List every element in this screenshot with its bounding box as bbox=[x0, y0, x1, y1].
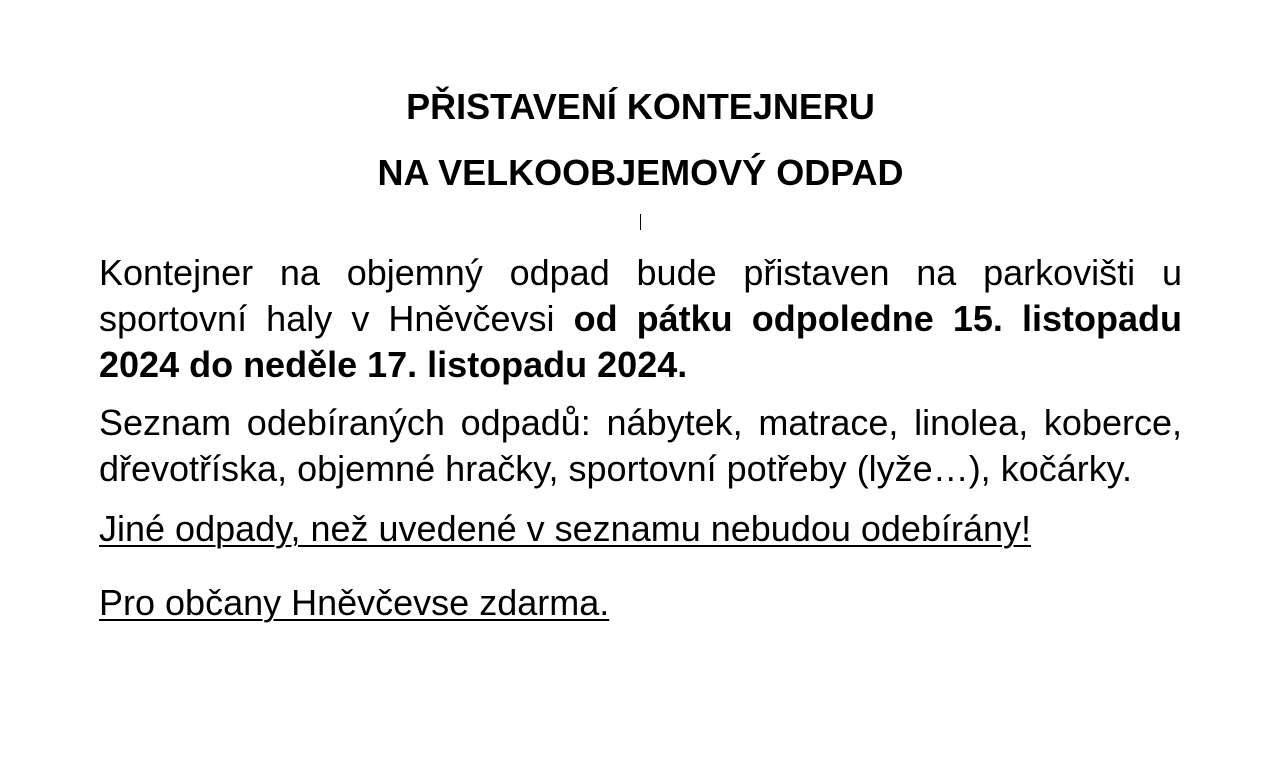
paragraph-container-location bbox=[99, 250, 1182, 388]
paragraph-other-waste-warning: Jiné odpady, než uvedené v seznamu nebudou odebírány! bbox=[99, 508, 1032, 549]
paragraph-free-for-citizens: Pro občany Hněvčevse zdarma. bbox=[99, 582, 610, 623]
paragraph-accepted-waste-list: Seznam odebíraných odpadů: nábytek, matrace, linolea, koberce, dřevotříska, objemné hračky, sportovní potřeby (lyže…), kočárky. bbox=[99, 402, 1182, 489]
text-cursor-mark bbox=[640, 214, 641, 230]
document-page bbox=[99, 0, 1182, 775]
paragraph-location-text: Kontejner na objemný odpad bude přistaven na parkovišti u sportovní haly v Hněvčevsi bbox=[99, 252, 1182, 339]
title-line-1: PŘISTAVENÍ KONTEJNERU bbox=[406, 86, 875, 127]
paragraph-date-range: od pátku odpoledne 15. listopadu 2024 do neděle 17. listopadu 2024. bbox=[99, 298, 1182, 385]
title-line-2: NA VELKOOBJEMOVÝ ODPAD bbox=[377, 152, 904, 193]
